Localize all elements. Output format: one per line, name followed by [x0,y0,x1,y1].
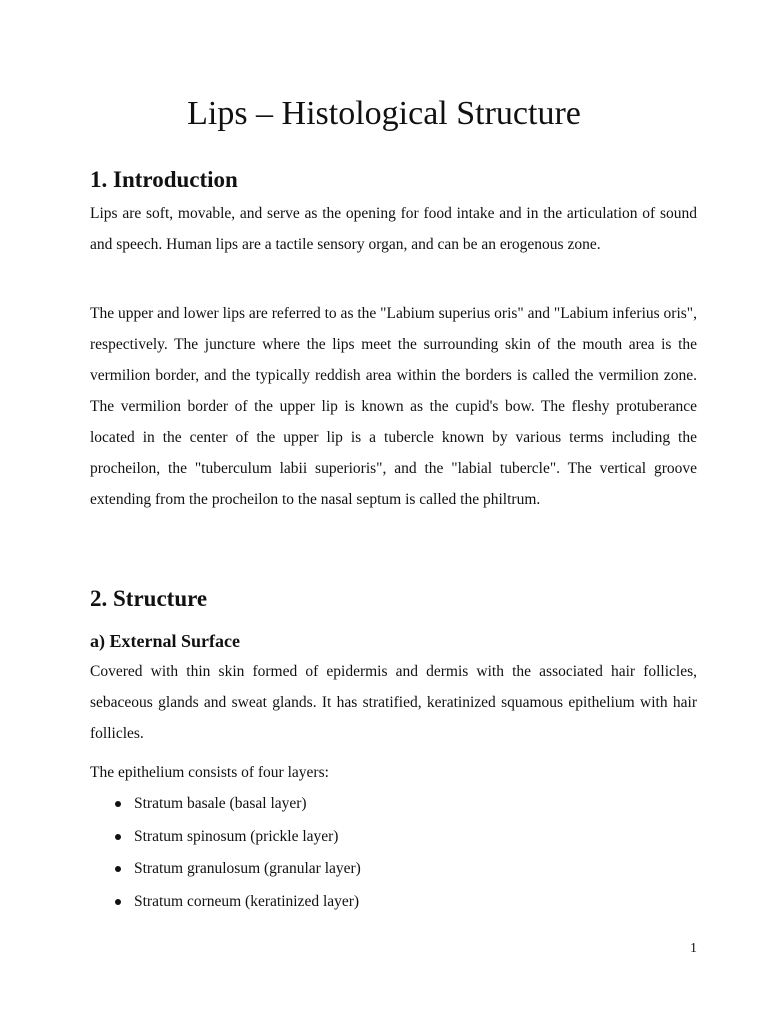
epithelium-layers-intro: The epithelium consists of four layers: [90,764,329,781]
list-item [90,821,361,854]
epithelium-layers-list [90,788,361,919]
bullet-icon [115,834,121,840]
list-item-text: Stratum basale (basal layer) [134,795,307,812]
list-item [90,788,361,821]
list-item-text: Stratum spinosum (prickle layer) [134,827,339,845]
bullet-icon [115,866,121,872]
bullet-icon [115,801,121,807]
bullet-icon [115,899,121,905]
subsection-heading-external-surface: a) External Surface [90,631,240,651]
intro-paragraph-2: The upper and lower lips are referred to as the "Labium superius oris" and "Labium inferius oris", respectively. The juncture where the lips meet the surrounding skin of the mouth area is the vermilion border, and the typically reddish area within the borders is called the vermilion zone. The vermilion border of the upper lip is known as the cupid's bow. The fleshy protuberance located in the center of the upper lip is a tubercle known by various terms including the procheilon, the "tuberculum labii superioris", and the "labial tubercle". The vertical groove extending from the procheilon to the nasal septum is called the philtrum. [90,305,697,508]
intro-paragraph-1: Lips are soft, movable, and serve as the opening for food intake and in the articulation of sound and speech. Human lips are a tactile sensory organ, and can be an erogenous zone. [90,205,697,253]
list-item-text: Stratum corneum (keratinized layer) [134,893,360,911]
list-item-text: Stratum granulosum (granular layer) [134,860,361,878]
list-item [90,853,361,886]
list-item [90,886,361,919]
page-number: 1 [690,941,697,956]
section-heading-introduction: 1. Introduction [90,167,238,192]
external-surface-paragraph: Covered with thin skin formed of epidermis and dermis with the associated hair follicles, sebaceous glands and sweat glands. It has stratified, keratinized squamous epithelium with hair follicles. [90,663,697,742]
section-heading-structure: 2. Structure [90,586,208,611]
document-title: Lips – Histological Structure [187,95,581,132]
